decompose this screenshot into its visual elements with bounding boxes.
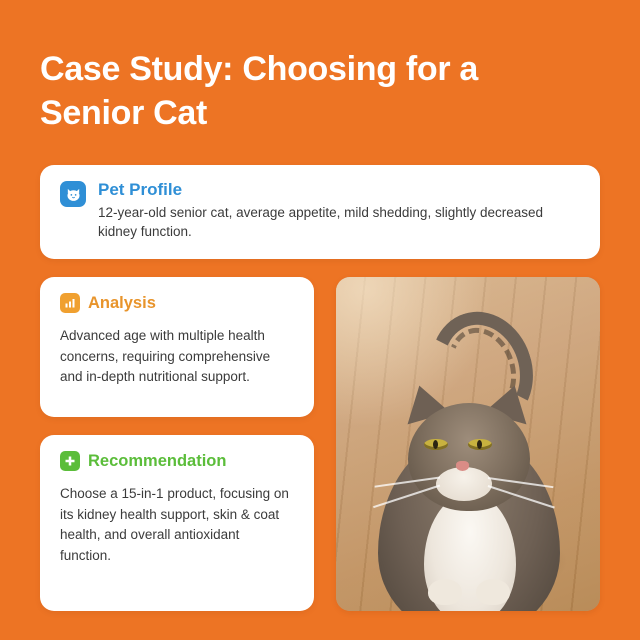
chart-bar-icon xyxy=(60,293,80,313)
analysis-heading: Analysis xyxy=(88,294,156,313)
recommendation-header xyxy=(60,451,294,471)
analysis-header xyxy=(60,293,294,313)
cat-paw-left xyxy=(428,579,462,605)
recommendation-heading: Recommendation xyxy=(88,452,227,471)
pet-profile-header xyxy=(98,181,580,198)
pet-profile-heading: Pet Profile xyxy=(98,180,183,200)
cat-photo-illustration xyxy=(336,277,600,611)
medical-cross-icon xyxy=(60,451,80,471)
pet-profile-card xyxy=(40,165,600,259)
recommendation-card xyxy=(40,435,314,611)
cat-face-icon xyxy=(60,181,86,207)
cat-paw-right xyxy=(476,579,510,605)
analysis-card xyxy=(40,277,314,417)
content-columns xyxy=(40,277,600,611)
pet-profile-text: 12-year-old senior cat, average appetite, mild shedding, slightly decreased kidney function. xyxy=(98,205,544,240)
left-column xyxy=(40,277,314,611)
recommendation-text: Choose a 15-in-1 product, focusing on its kidney health support, skin & coat health, and overall antioxidant function. xyxy=(60,486,289,563)
cat-photo xyxy=(336,277,600,611)
analysis-text: Advanced age with multiple health concerns, requiring comprehensive and in-depth nutritional support. xyxy=(60,328,271,385)
page-title: Case Study: Choosing for a Senior Cat xyxy=(40,50,479,132)
